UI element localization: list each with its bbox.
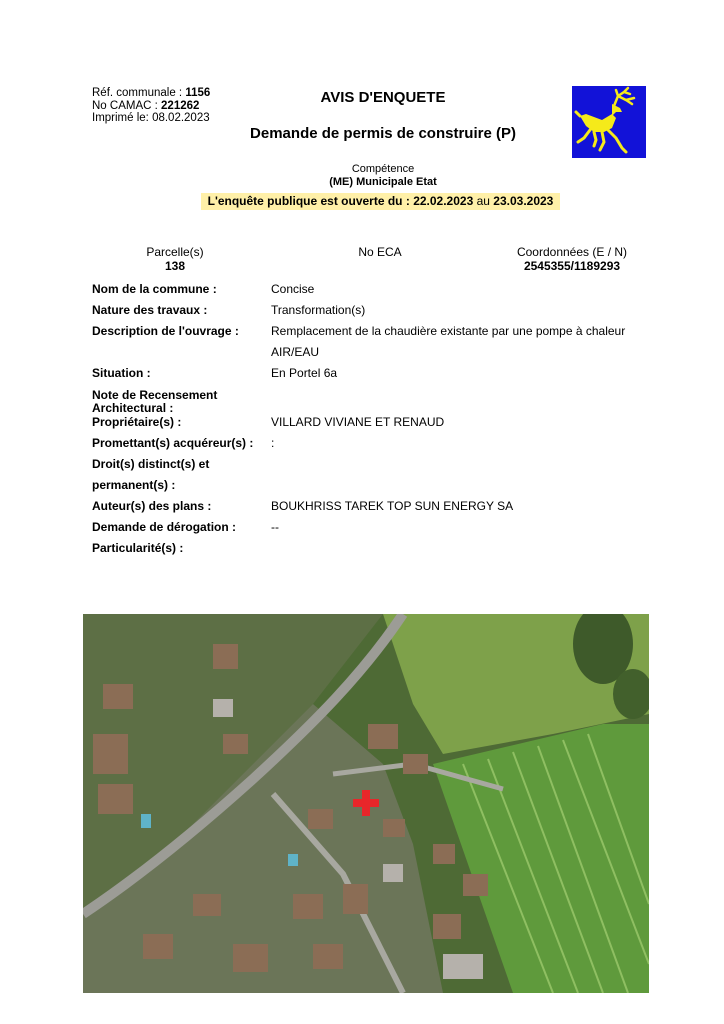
particularite-label: Particularité(s) : bbox=[92, 541, 184, 555]
page-subtitle: Demande de permis de construire (P) bbox=[250, 125, 516, 142]
camac-value: 221262 bbox=[161, 99, 200, 112]
nature-label: Nature des travaux : bbox=[92, 303, 208, 317]
crest-icon bbox=[572, 86, 646, 158]
auteur-value: BOUKHRISS TAREK TOP SUN ENERGY SA bbox=[271, 499, 514, 513]
situation-label: Situation : bbox=[92, 366, 151, 380]
enquete-date-from: 22.02.2023 bbox=[413, 194, 474, 208]
proprietaire-value: VILLARD VIVIANE ET RENAUD bbox=[271, 415, 445, 429]
eca-column bbox=[320, 245, 440, 259]
nature-value: Transformation(s) bbox=[271, 303, 366, 317]
parcelle-value: 138 bbox=[164, 259, 186, 273]
enquete-connector: au bbox=[476, 194, 490, 208]
coordinates-label: Coordonnées (E / N) bbox=[516, 245, 628, 259]
proprietaire-label: Propriétaire(s) : bbox=[92, 415, 182, 429]
derogation-label: Demande de dérogation : bbox=[92, 520, 237, 534]
description-label: Description de l'ouvrage : bbox=[92, 324, 239, 338]
ref-value: 1156 bbox=[185, 87, 211, 99]
coordinates-column bbox=[502, 245, 642, 273]
commune-value: Concise bbox=[271, 282, 315, 296]
derogation-value: -- bbox=[271, 520, 279, 534]
parcelle-label: Parcelle(s) bbox=[146, 245, 204, 259]
printed-date: Imprimé le: 08.02.2023 bbox=[92, 112, 210, 124]
droit-label-line-2: permanent(s) : bbox=[92, 478, 176, 492]
page-title: AVIS D'ENQUETE bbox=[320, 89, 446, 106]
ref-label: Réf. communale : bbox=[92, 87, 183, 99]
parcelle-column bbox=[115, 245, 235, 273]
enquete-date-to: 23.03.2023 bbox=[493, 194, 554, 208]
promettant-value: : bbox=[271, 436, 275, 450]
description-line-2: AIR/EAU bbox=[271, 345, 320, 359]
promettant-label: Promettant(s) acquéreur(s) : bbox=[92, 436, 254, 450]
competence-block bbox=[233, 163, 533, 189]
droit-label-line-1: Droit(s) distinct(s) et bbox=[92, 457, 210, 471]
commune-label: Nom de la commune : bbox=[92, 282, 217, 296]
enquete-period-banner bbox=[201, 193, 560, 210]
situation-value: En Portel 6a bbox=[271, 366, 338, 380]
note-label-line-1: Note de Recensement bbox=[92, 388, 218, 402]
note-label-line-2: Architectural : bbox=[92, 401, 174, 415]
eca-label: No ECA bbox=[358, 245, 402, 259]
auteur-label: Auteur(s) des plans : bbox=[92, 499, 212, 513]
competence-value: (ME) Municipale Etat bbox=[329, 176, 437, 188]
reference-block bbox=[92, 87, 210, 125]
coordinates-value: 2545355/1189293 bbox=[523, 259, 621, 273]
camac-label: No CAMAC : bbox=[92, 99, 158, 112]
aerial-map-image bbox=[83, 614, 649, 993]
description-line-1: Remplacement de la chaudière existante par une pompe à chaleur bbox=[271, 324, 626, 338]
enquete-text: L'enquête publique est ouverte du : bbox=[207, 194, 410, 208]
competence-label: Compétence bbox=[351, 163, 415, 175]
